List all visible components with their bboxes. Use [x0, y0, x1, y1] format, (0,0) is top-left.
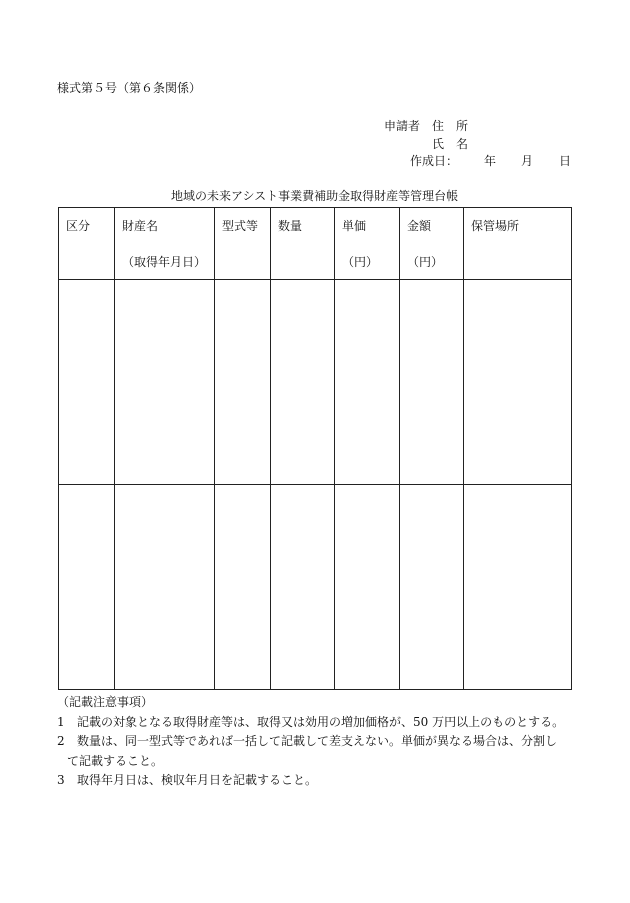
document-title: 地域の未来アシスト事業費補助金取得財産等管理台帳: [171, 189, 459, 203]
month-label: 月: [521, 154, 534, 168]
note-text-continuation: て記載すること。: [67, 753, 164, 768]
year-label: 年: [484, 154, 497, 168]
table-row: [59, 485, 572, 690]
column-header-quantity: 数量: [271, 208, 335, 280]
column-header-category: 区分: [59, 208, 115, 280]
column-header-amount: 金額 （円）: [400, 208, 464, 280]
column-header-storage-location: 保管場所: [464, 208, 572, 280]
table-cell[interactable]: [335, 280, 400, 485]
note-item: [57, 713, 587, 733]
table-cell[interactable]: [115, 280, 215, 485]
form-number: 様式第５号（第６条関係）: [57, 81, 202, 95]
table-row: [59, 280, 572, 485]
table-cell[interactable]: [271, 280, 335, 485]
note-text: 数量は、同一型式等であれば一括して記載して差支えない。単価が異なる場合は、分割し: [77, 734, 558, 748]
notes-section: [57, 693, 587, 791]
table-cell[interactable]: [464, 280, 572, 485]
table-cell[interactable]: [215, 485, 271, 690]
asset-ledger-table: [58, 207, 572, 690]
column-header-asset-name: 財産名 （取得年月日）: [115, 208, 215, 280]
table-cell[interactable]: [59, 485, 115, 690]
applicant-label: 申請者: [384, 119, 421, 133]
table-cell[interactable]: [400, 485, 464, 690]
note-text: 記載の対象となる取得財産等は、取得又は効用の増加価格が、50 万円以上のものとする。: [77, 714, 565, 729]
column-header-unit-price: 単価 （円）: [335, 208, 400, 280]
note-text: 取得年月日は、検収年月日を記載すること。: [77, 773, 318, 787]
date-label: 作成日：: [410, 154, 459, 168]
table-cell[interactable]: [335, 485, 400, 690]
note-item: [57, 732, 587, 771]
note-number: 2: [57, 734, 65, 748]
table-cell[interactable]: [400, 280, 464, 485]
note-number: 3: [57, 773, 65, 787]
name-label: 氏 名: [432, 137, 469, 151]
table-cell[interactable]: [59, 280, 115, 485]
note-number: 1: [57, 714, 65, 729]
table-header-row: [59, 208, 572, 280]
table-cell[interactable]: [464, 485, 572, 690]
table-cell[interactable]: [215, 280, 271, 485]
column-header-model: 型式等: [215, 208, 271, 280]
table-cell[interactable]: [115, 485, 215, 690]
note-item: [57, 771, 587, 791]
notes-heading: （記載注意事項）: [57, 695, 154, 709]
day-label: 日: [559, 154, 572, 168]
address-label: 住 所: [432, 119, 469, 133]
table-cell[interactable]: [271, 485, 335, 690]
